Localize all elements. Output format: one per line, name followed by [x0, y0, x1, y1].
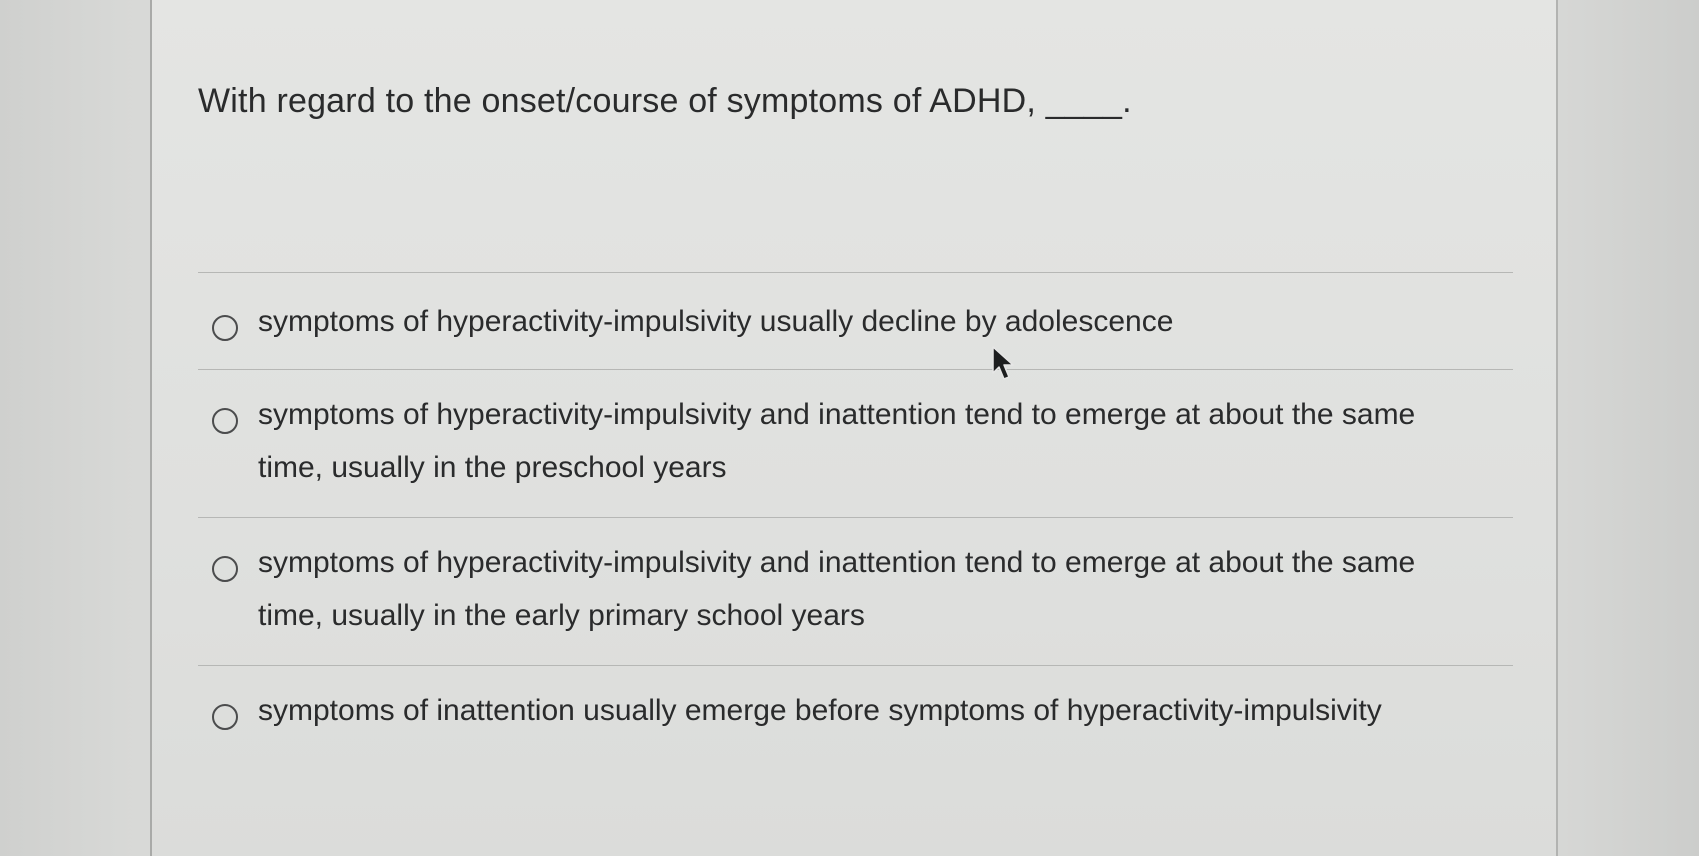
- answer-options: [198, 272, 1513, 813]
- mouse-pointer-icon: [991, 345, 1017, 383]
- radio-unselected-icon[interactable]: [212, 556, 238, 582]
- radio-unselected-icon[interactable]: [212, 315, 238, 341]
- answer-option-label: symptoms of hyperactivity-impulsivity and inattention tend to emerge at about the same time, usually in the preschool years: [258, 398, 1416, 484]
- question-text: With regard to the onset/course of symptoms of ADHD, ____.: [198, 82, 1132, 120]
- radio-unselected-icon[interactable]: [212, 408, 238, 434]
- answer-option-label: symptoms of inattention usually emerge before symptoms of hyperactivity-impulsivity: [258, 694, 1382, 727]
- answer-option-4[interactable]: [198, 666, 1513, 813]
- answer-option-3[interactable]: [198, 518, 1513, 665]
- radio-unselected-icon[interactable]: [212, 704, 238, 730]
- question-card: [150, 0, 1558, 856]
- answer-option-2[interactable]: [198, 370, 1513, 517]
- answer-option-label: symptoms of hyperactivity-impulsivity and inattention tend to emerge at about the same time, usually in the early primary school years: [258, 546, 1416, 632]
- answer-option-label: symptoms of hyperactivity-impulsivity usually decline by adolescence: [258, 305, 1174, 338]
- answer-option-1[interactable]: [198, 273, 1513, 369]
